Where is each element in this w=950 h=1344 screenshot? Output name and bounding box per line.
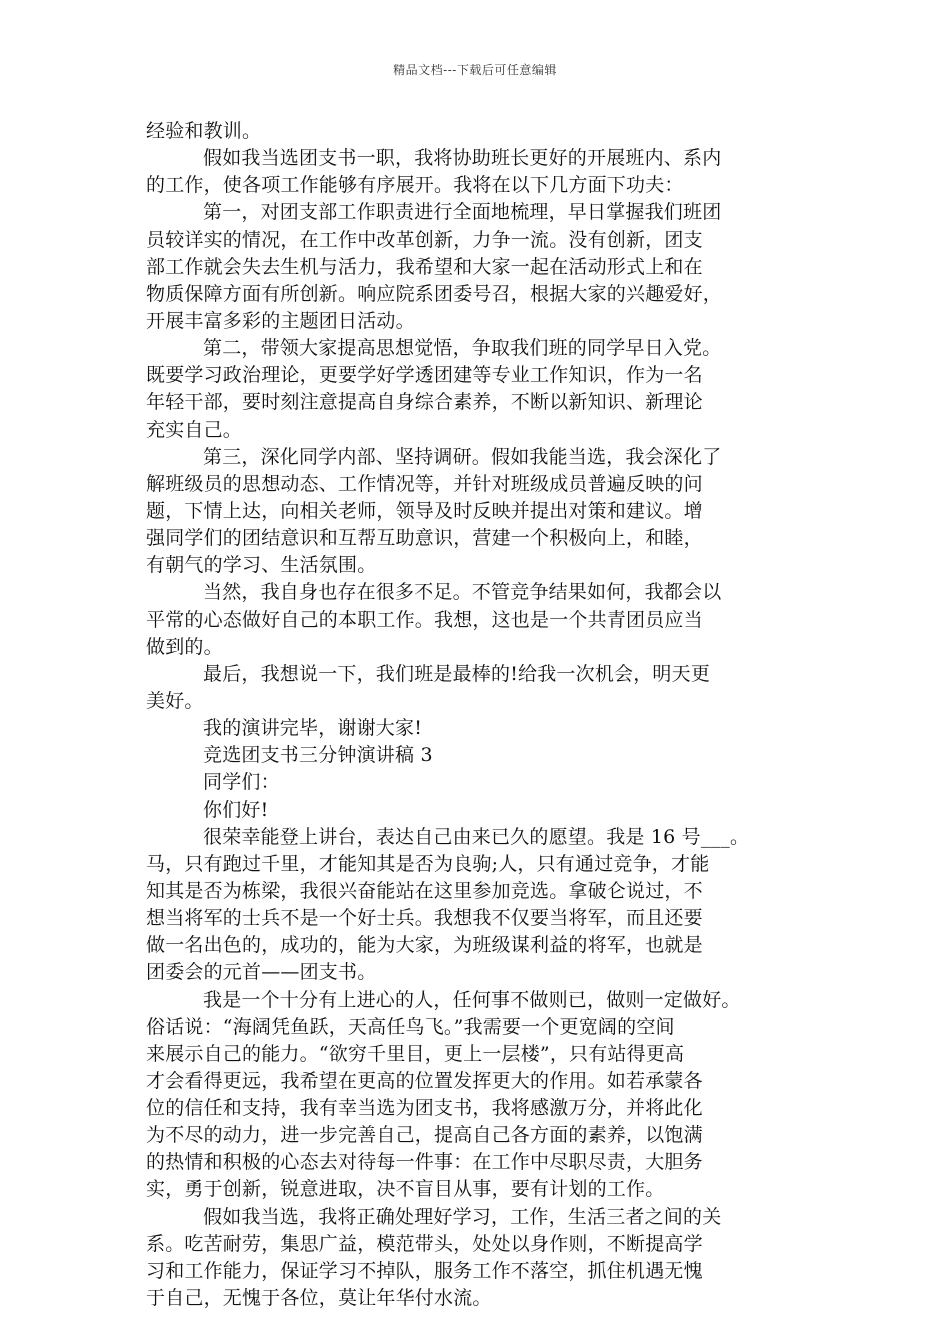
text-line: 解班级员的思想动态、工作情况等，并针对班级成员普遍反映的问 (146, 472, 703, 495)
text-line: 俗话说：“海阔凭鱼跃，天高任鸟飞。”我需要一个更宽阔的空间 (146, 1015, 675, 1038)
text-line: 的工作，使各项工作能够有序展开。我将在以下几方面下功夫： (146, 174, 684, 197)
text-line: 同学们： (203, 771, 280, 794)
text-line: 第二，带领大家提高思想觉悟，争取我们班的同学早日入党。 (203, 337, 722, 360)
text-line: 第三，深化同学内部、坚持调研。假如我能当选，我会深化了 (203, 445, 722, 468)
document-body (146, 118, 826, 1312)
text-line: 年轻干部，要时刻注意提高自身综合素养，不断以新知识、新理论 (146, 391, 703, 414)
text-line: 第一，对团支部工作职责进行全面地梳理，早日掌握我们班团 (203, 201, 722, 224)
text-line: 为不尽的动力，进一步完善自己，提高自己各方面的素养，以饱满 (146, 1124, 703, 1147)
text-line: 强同学们的团结意识和互帮互助意识，营建一个积极向上，和睦， (146, 527, 703, 550)
text-line: 于自己，无愧于各位，莫让年华付水流。 (146, 1287, 492, 1310)
text-line: 美好。 (146, 689, 204, 712)
text-line: 物质保障方面有所创新。响应院系团委号召，根据大家的兴趣爱好， (146, 282, 723, 305)
text-line: 题，下情上达，向相关老师，领导及时反映并提出对策和建议。增 (146, 499, 703, 522)
text-line: 团委会的元首——团支书。 (146, 961, 377, 984)
text-line: 部工作就会失去生机与活力，我希望和大家一起在活动形式上和在 (146, 255, 703, 278)
text-line: 既要学习政治理论，更要学好学透团建等专业工作知识，作为一名 (146, 364, 703, 387)
text-line: 做一名出色的，成功的，能为大家，为班级谋利益的将军，也就是 (146, 934, 703, 957)
text-line: 有朝气的学习、生活氛围。 (146, 554, 377, 577)
section-title: 竞选团支书三分钟演讲稿 3 (203, 744, 433, 767)
text-line: 假如我当选团支书一职，我将协助班长更好的开展班内、系内 (203, 147, 722, 170)
text-line: 当然，我自身也存在很多不足。不管竞争结果如何，我都会以 (203, 581, 722, 604)
text-line: 员较详实的情况，在工作中改革创新，力争一流。没有创新，团支 (146, 228, 703, 251)
text-line: 最后，我想说一下，我们班是最棒的!给我一次机会，明天更 (203, 662, 711, 685)
text-line: 习和工作能力，保证学习不掉队，服务工作不落空，抓住机遇无愧 (146, 1259, 703, 1282)
text-line: 系。吃苦耐劳，集思广益，模范带头，处处以身作则，不断提高学 (146, 1232, 703, 1255)
text-line: 经验和教训。 (146, 120, 262, 142)
text-line: 的热情和积极的心态去对待每一件事：在工作中尽职尽责，大胆务 (146, 1151, 703, 1174)
text-line: 知其是否为栋梁，我很兴奋能站在这里参加竞选。拿破仑说过，不 (146, 879, 703, 902)
text-line: 你们好! (203, 798, 269, 821)
text-line: 假如我当选，我将正确处理好学习，工作，生活三者之间的关 (203, 1205, 722, 1228)
text-line: 才会看得更远，我希望在更高的位置发挥更大的作用。如若承蒙各 (146, 1069, 703, 1092)
text-line: 充实自己。 (146, 418, 243, 441)
text-line: 做到的。 (146, 635, 223, 658)
text-line: 马，只有跑过千里，才能知其是否为良驹;人，只有通过竞争，才能 (146, 852, 710, 875)
text-line: 开展丰富多彩的主题团日活动。 (146, 309, 415, 332)
text-line: 想当将军的士兵不是一个好士兵。我想我不仅要当将军，而且还要 (146, 907, 703, 930)
text-line: 来展示自己的能力。“欲穷千里目，更上一层楼”，只有站得更高 (146, 1042, 685, 1065)
text-line: 平常的心态做好自己的本职工作。我想，这也是一个共青团员应当 (146, 608, 703, 631)
text-line: 位的信任和支持，我有幸当选为团支书，我将感激万分，并将此化 (146, 1097, 703, 1120)
text-line: 我是一个十分有上进心的人，任何事不做则已，做则一定做好。 (203, 988, 741, 1011)
text-line: 我的演讲完毕，谢谢大家! (203, 717, 423, 740)
page-header: 精品文档---下载后可任意编辑 (393, 63, 557, 77)
text-line: 实，勇于创新，锐意进取，决不盲目从事，要有计划的工作。 (146, 1178, 665, 1201)
text-line: 很荣幸能登上讲台，表达自己由来已久的愿望。我是 16 号___。 (203, 825, 750, 848)
